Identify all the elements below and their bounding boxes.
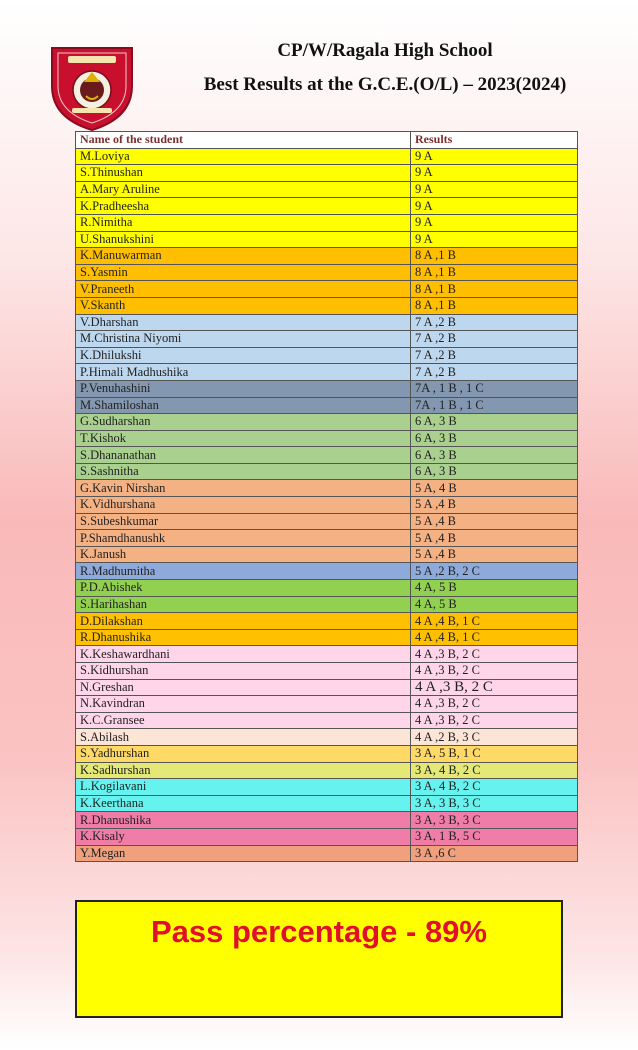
result-cell: 5 A ,4 B (411, 546, 578, 563)
school-crest-logo (46, 42, 138, 132)
result-cell: 9 A (411, 148, 578, 165)
result-cell: 7 A ,2 B (411, 364, 578, 381)
table-row (76, 480, 578, 497)
table-row (76, 546, 578, 563)
student-name-cell: R.Madhumitha (76, 563, 411, 580)
table-row (76, 646, 578, 663)
result-cell: 4 A ,3 B, 2 C (411, 646, 578, 663)
result-cell: 4 A, 5 B (411, 596, 578, 613)
table-row (76, 181, 578, 198)
student-name-cell: V.Skanth (76, 297, 411, 314)
table-row (76, 530, 578, 547)
result-cell: 3 A, 5 B, 1 C (411, 745, 578, 762)
table-row (76, 297, 578, 314)
table-row (76, 148, 578, 165)
result-cell: 5 A ,4 B (411, 497, 578, 514)
result-cell: 3 A, 4 B, 2 C (411, 762, 578, 779)
table-row (76, 679, 578, 696)
pass-percentage-text: Pass percentage - 89% (150, 914, 487, 949)
table-row (76, 397, 578, 414)
table-row (76, 463, 578, 480)
student-name-cell: V.Praneeth (76, 281, 411, 298)
student-name-cell: K.C.Gransee (76, 712, 411, 729)
table-row (76, 264, 578, 281)
table-row (76, 712, 578, 729)
result-cell: 4 A ,2 B, 3 C (411, 729, 578, 746)
student-name-cell: N.Kavindran (76, 696, 411, 713)
student-name-cell: U.Shanukshini (76, 231, 411, 248)
result-cell: 9 A (411, 214, 578, 231)
student-name-cell: P.Shamdhanushk (76, 530, 411, 547)
student-name-header: Name of the student (76, 132, 411, 149)
student-name-cell: P.Himali Madhushika (76, 364, 411, 381)
table-row (76, 513, 578, 530)
results-table-body (76, 148, 578, 862)
result-cell: 5 A ,2 B, 2 C (411, 563, 578, 580)
result-cell: 9 A (411, 181, 578, 198)
result-cell: 7A , 1 B , 1 C (411, 397, 578, 414)
table-row (76, 165, 578, 182)
result-cell: 6 A, 3 B (411, 414, 578, 431)
student-name-cell: K.Keerthana (76, 795, 411, 812)
student-name-cell: A.Mary Aruline (76, 181, 411, 198)
student-name-cell: V.Dharshan (76, 314, 411, 331)
table-row (76, 845, 578, 862)
result-cell: 5 A ,4 B (411, 513, 578, 530)
table-row (76, 580, 578, 597)
student-name-cell: N.Greshan (76, 679, 411, 696)
student-name-cell: R.Dhanushika (76, 812, 411, 829)
result-cell: 8 A ,1 B (411, 248, 578, 265)
table-row (76, 198, 578, 215)
student-name-cell: S.Dhananathan (76, 447, 411, 464)
results-table (75, 131, 578, 862)
table-row (76, 281, 578, 298)
pass-percentage-box (75, 900, 563, 1018)
result-cell: 4 A, 5 B (411, 580, 578, 597)
result-cell: 4 A ,3 B, 2 C (411, 663, 578, 680)
result-cell: 9 A (411, 165, 578, 182)
result-cell: 6 A, 3 B (411, 463, 578, 480)
student-name-cell: G.Kavin Nirshan (76, 480, 411, 497)
student-name-cell: M.Christina Niyomi (76, 331, 411, 348)
student-name-cell: S.Sashnitha (76, 463, 411, 480)
student-name-cell: K.Sadhurshan (76, 762, 411, 779)
result-cell: 7 A ,2 B (411, 331, 578, 348)
result-cell: 8 A ,1 B (411, 281, 578, 298)
student-name-cell: P.Venuhashini (76, 380, 411, 397)
table-row (76, 497, 578, 514)
student-name-cell: S.Kidhurshan (76, 663, 411, 680)
result-cell: 4 A ,3 B, 2 C (411, 679, 578, 696)
table-row (76, 231, 578, 248)
table-header-row (76, 132, 578, 149)
result-cell: 7 A ,2 B (411, 347, 578, 364)
result-cell: 9 A (411, 231, 578, 248)
result-cell: 3 A, 3 B, 3 C (411, 812, 578, 829)
table-row (76, 629, 578, 646)
student-name-cell: P.D.Abishek (76, 580, 411, 597)
result-cell: 6 A, 3 B (411, 430, 578, 447)
student-name-cell: S.Thinushan (76, 165, 411, 182)
student-name-cell: K.Pradheesha (76, 198, 411, 215)
table-row (76, 762, 578, 779)
result-cell: 4 A ,3 B, 2 C (411, 712, 578, 729)
student-name-cell: M.Loviya (76, 148, 411, 165)
table-row (76, 729, 578, 746)
result-cell: 3 A, 3 B, 3 C (411, 795, 578, 812)
table-row (76, 414, 578, 431)
student-name-cell: S.Subeshkumar (76, 513, 411, 530)
result-cell: 9 A (411, 198, 578, 215)
table-row (76, 828, 578, 845)
result-cell: 3 A ,6 C (411, 845, 578, 862)
result-cell: 8 A ,1 B (411, 297, 578, 314)
table-row (76, 779, 578, 796)
result-cell: 3 A, 4 B, 2 C (411, 779, 578, 796)
student-name-cell: S.Yadhurshan (76, 745, 411, 762)
student-name-cell: D.Dilakshan (76, 613, 411, 630)
table-row (76, 314, 578, 331)
result-cell: 5 A, 4 B (411, 480, 578, 497)
table-row (76, 430, 578, 447)
student-name-cell: K.Keshawardhani (76, 646, 411, 663)
table-row (76, 745, 578, 762)
student-name-cell: K.Janush (76, 546, 411, 563)
student-name-cell: G.Sudharshan (76, 414, 411, 431)
table-row (76, 364, 578, 381)
table-row (76, 696, 578, 713)
student-name-cell: K.Manuwarman (76, 248, 411, 265)
student-name-cell: K.Dhilukshi (76, 347, 411, 364)
school-name-title: CP/W/Ragala High School (277, 40, 493, 61)
student-name-cell: M.Shamiloshan (76, 397, 411, 414)
table-row (76, 596, 578, 613)
result-cell: 8 A ,1 B (411, 264, 578, 281)
table-row (76, 380, 578, 397)
student-name-cell: K.Kisaly (76, 828, 411, 845)
result-cell: 6 A, 3 B (411, 447, 578, 464)
result-cell: 7A , 1 B , 1 C (411, 380, 578, 397)
table-row (76, 214, 578, 231)
student-name-cell: Y.Megan (76, 845, 411, 862)
results-subtitle: Best Results at the G.C.E.(O/L) – 2023(2024) (203, 74, 567, 95)
student-name-cell: K.Vidhurshana (76, 497, 411, 514)
table-row (76, 347, 578, 364)
table-row (76, 563, 578, 580)
student-name-cell: L.Kogilavani (76, 779, 411, 796)
table-row (76, 331, 578, 348)
table-row (76, 248, 578, 265)
results-header: Results (411, 132, 578, 149)
table-row (76, 663, 578, 680)
result-cell: 5 A ,4 B (411, 530, 578, 547)
student-name-cell: R.Nimitha (76, 214, 411, 231)
result-cell: 4 A ,4 B, 1 C (411, 629, 578, 646)
table-row (76, 812, 578, 829)
result-cell: 4 A ,4 B, 1 C (411, 613, 578, 630)
table-row (76, 795, 578, 812)
result-cell: 3 A, 1 B, 5 C (411, 828, 578, 845)
student-name-cell: S.Harihashan (76, 596, 411, 613)
student-name-cell: S.Abilash (76, 729, 411, 746)
result-cell: 4 A ,3 B, 2 C (411, 696, 578, 713)
table-row (76, 613, 578, 630)
result-cell: 7 A ,2 B (411, 314, 578, 331)
student-name-cell: S.Yasmin (76, 264, 411, 281)
table-row (76, 447, 578, 464)
student-name-cell: R.Dhanushika (76, 629, 411, 646)
student-name-cell: T.Kishok (76, 430, 411, 447)
